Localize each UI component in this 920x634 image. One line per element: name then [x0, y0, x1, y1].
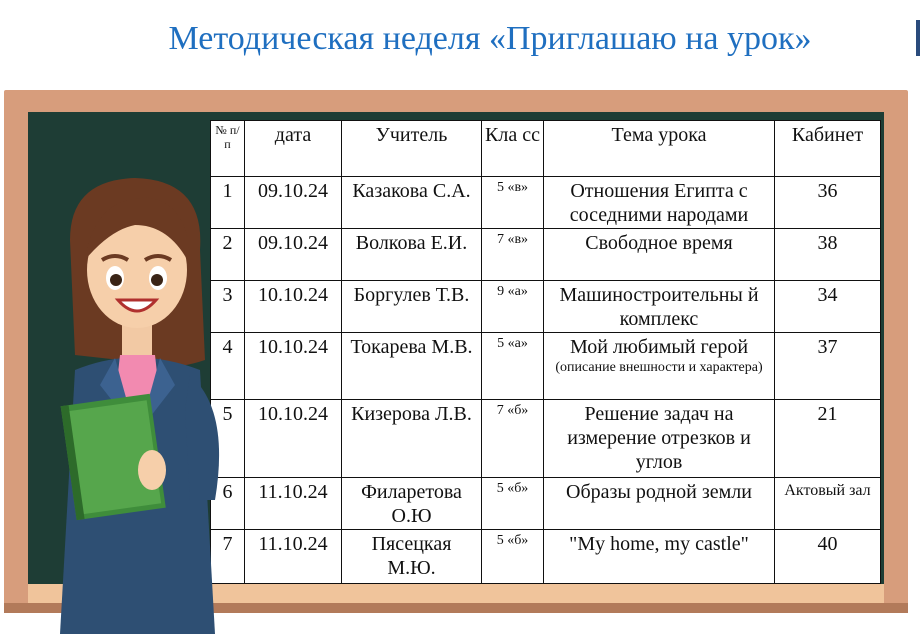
- cell-class: 5 «а»: [482, 333, 544, 399]
- cell-date: 10.10.24: [245, 333, 342, 399]
- schedule-table-wrapper: [210, 120, 880, 584]
- cell-teacher: Кизерова Л.В.: [342, 399, 482, 477]
- cell-number: 5: [211, 399, 245, 477]
- table-row: [211, 399, 881, 477]
- table-header-row: [211, 121, 881, 177]
- topic-text: Свободное время: [585, 232, 733, 255]
- cell-room: 40: [775, 529, 881, 583]
- cell-teacher: Казакова С.А.: [342, 177, 482, 229]
- cell-topic: [544, 229, 775, 281]
- cell-room: 38: [775, 229, 881, 281]
- cell-class: 5 «в»: [482, 177, 544, 229]
- cell-date: 10.10.24: [245, 281, 342, 333]
- header-class: Кла сс: [482, 121, 544, 177]
- cell-topic: [544, 399, 775, 477]
- schedule-table: [210, 120, 881, 584]
- cell-date: 09.10.24: [245, 229, 342, 281]
- header-number: № п/ п: [211, 121, 245, 177]
- cell-number: 3: [211, 281, 245, 333]
- cell-room: 36: [775, 177, 881, 229]
- cell-number: 6: [211, 477, 245, 529]
- cell-teacher: Филаретова О.Ю: [342, 477, 482, 529]
- cell-class: 7 «б»: [482, 399, 544, 477]
- cell-number: 2: [211, 229, 245, 281]
- topic-text: Решение задач на измерение отрезков и углов: [567, 402, 751, 473]
- topic-text: Образы родной земли: [566, 480, 752, 503]
- cell-topic: [544, 477, 775, 529]
- edge-fragment: [916, 20, 920, 56]
- table-row: [211, 281, 881, 333]
- topic-text: "My home, my castle": [569, 532, 749, 555]
- cell-room: 37: [775, 333, 881, 399]
- table-row: [211, 229, 881, 281]
- table-row: [211, 333, 881, 399]
- cell-class: 7 «в»: [482, 229, 544, 281]
- cell-date: 09.10.24: [245, 177, 342, 229]
- header-room: Кабинет: [775, 121, 881, 177]
- topic-text: Машиностроительны й комплекс: [559, 284, 759, 331]
- cell-class: 5 «б»: [482, 477, 544, 529]
- cell-topic: [544, 529, 775, 583]
- topic-text: Мой любимый герой: [569, 336, 749, 359]
- teacher-illustration: [40, 170, 240, 634]
- cell-teacher: Боргулев Т.В.: [342, 281, 482, 333]
- topic-note: (описание внешности и характера): [555, 360, 763, 376]
- topic-text: Отношения Египта с соседними народами: [569, 180, 749, 227]
- cell-number: 4: [211, 333, 245, 399]
- page-title: Методическая неделя «Приглашаю на урок»: [168, 20, 812, 57]
- header-date: дата: [245, 121, 342, 177]
- table-row: [211, 529, 881, 583]
- cell-teacher: Пясецкая М.Ю.: [342, 529, 482, 583]
- cell-room: Актовый зал: [775, 477, 881, 529]
- cell-number: 7: [211, 529, 245, 583]
- table-row: [211, 177, 881, 229]
- table-row: [211, 477, 881, 529]
- header-teacher: Учитель: [342, 121, 482, 177]
- cell-date: 10.10.24: [245, 399, 342, 477]
- cell-class: 5 «б»: [482, 529, 544, 583]
- cell-date: 11.10.24: [245, 529, 342, 583]
- cell-teacher: Токарева М.В.: [342, 333, 482, 399]
- cell-topic: [544, 177, 775, 229]
- cell-topic: [544, 333, 775, 399]
- cell-number: 1: [211, 177, 245, 229]
- cell-date: 11.10.24: [245, 477, 342, 529]
- cell-room: 34: [775, 281, 881, 333]
- header-topic: Тема урока: [544, 121, 775, 177]
- cell-room: 21: [775, 399, 881, 477]
- cell-teacher: Волкова Е.И.: [342, 229, 482, 281]
- cell-class: 9 «а»: [482, 281, 544, 333]
- cell-topic: [544, 281, 775, 333]
